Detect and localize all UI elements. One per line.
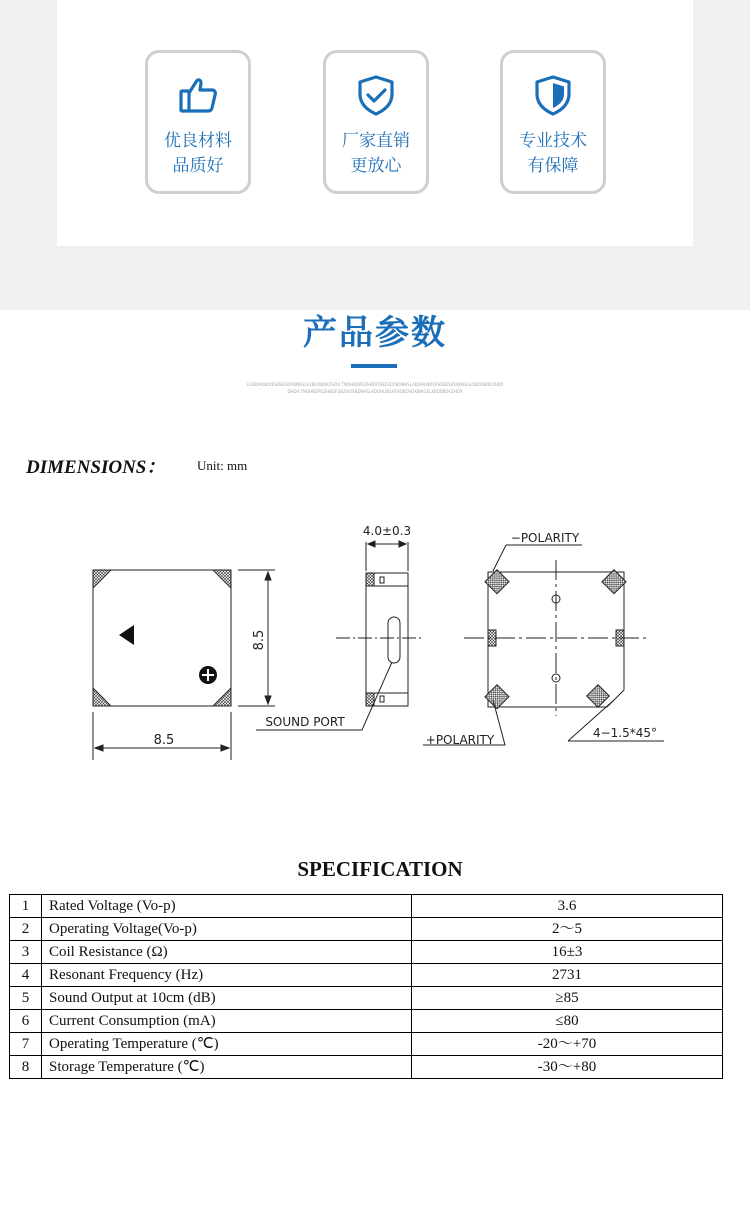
table-row bbox=[10, 918, 723, 941]
feature-quality bbox=[145, 50, 251, 194]
feature-tech bbox=[500, 50, 606, 194]
value-cell: 2～5 bbox=[412, 918, 723, 941]
shield-check-icon bbox=[354, 73, 398, 117]
sound-port-slot bbox=[388, 617, 400, 663]
value-cell: 16±3 bbox=[412, 941, 723, 964]
feature-line1: 厂家直销 bbox=[342, 131, 410, 151]
row-number: 2 bbox=[10, 918, 42, 941]
value-cell: 3.6 bbox=[412, 895, 723, 918]
row-number: 3 bbox=[10, 941, 42, 964]
param-cell: Rated Voltage (Vo-p) bbox=[42, 895, 412, 918]
feature-line1: 优良材料 bbox=[164, 131, 232, 151]
value-cell: 2731 bbox=[412, 964, 723, 987]
value-cell: -20～+70 bbox=[412, 1033, 723, 1056]
table-row bbox=[10, 895, 723, 918]
feature-text bbox=[148, 129, 248, 179]
feature-line2: 有保障 bbox=[527, 156, 579, 176]
specification-table bbox=[9, 894, 723, 1079]
section-subtitle bbox=[0, 381, 750, 395]
height-label: 8.5 bbox=[252, 629, 267, 651]
value-cell: ≥85 bbox=[412, 987, 723, 1010]
feature-direct-sale bbox=[323, 50, 429, 194]
width-label: 8.5 bbox=[153, 733, 175, 748]
section-underline bbox=[351, 364, 397, 368]
front-pad-tr bbox=[213, 570, 231, 588]
feature-text bbox=[326, 129, 426, 179]
param-cell: Current Consumption (mA) bbox=[42, 1010, 412, 1033]
section-title: 产品参数 bbox=[303, 313, 447, 353]
positive-polarity-label: +POLARITY bbox=[425, 733, 495, 747]
param-cell: Operating Temperature (℃) bbox=[42, 1033, 412, 1056]
param-cell: Sound Output at 10cm (dB) bbox=[42, 987, 412, 1010]
shield-icon bbox=[531, 73, 575, 117]
negative-polarity-label: −POLARITY bbox=[510, 531, 580, 545]
param-cell: Resonant Frequency (Hz) bbox=[42, 964, 412, 987]
row-number: 4 bbox=[10, 964, 42, 987]
back-view bbox=[423, 545, 664, 745]
front-pad-bl bbox=[93, 688, 111, 706]
feature-line1: 专业技术 bbox=[519, 131, 587, 151]
front-pad-tl bbox=[93, 570, 111, 588]
polarity-triangle-icon bbox=[119, 625, 134, 645]
side-view-outline bbox=[366, 573, 408, 706]
section-subtitle-line1: LADDHLNDXRSDBZHDXBWGSLXBDXBDKZHDX TNDHBDPDZHBDFDBZHDXBDBHSLADDHLNDXRSDBZHDXBWGSLXBDXBDKZHDX bbox=[246, 382, 504, 387]
row-number: 1 bbox=[10, 895, 42, 918]
section-subtitle-line2: DHDX TNDHBDPDZHBDFDBZHDXBDBHSLADDHLNDXRSDBZHDXBWGSLXBDXBDKZHDX bbox=[287, 389, 463, 394]
feature-line2: 品质好 bbox=[172, 156, 224, 176]
dimension-drawing bbox=[0, 500, 750, 790]
param-cell: Coil Resistance (Ω) bbox=[42, 941, 412, 964]
feature-text bbox=[503, 129, 603, 179]
front-pad-br bbox=[213, 688, 231, 706]
feature-line2: 更放心 bbox=[350, 156, 402, 176]
value-cell: ≤80 bbox=[412, 1010, 723, 1033]
value-cell: -30～+80 bbox=[412, 1056, 723, 1079]
row-number: 8 bbox=[10, 1056, 42, 1079]
front-view bbox=[93, 570, 275, 760]
table-row bbox=[10, 987, 723, 1010]
sound-port-label: SOUND PORT bbox=[265, 715, 345, 729]
chamfer-label: 4−1.5*45° bbox=[592, 726, 658, 740]
side-view bbox=[256, 541, 424, 730]
table-row bbox=[10, 1010, 723, 1033]
row-number: 7 bbox=[10, 1033, 42, 1056]
param-cell: Storage Temperature (℃) bbox=[42, 1056, 412, 1079]
param-cell: Operating Voltage(Vo-p) bbox=[42, 918, 412, 941]
thickness-label: 4.0±0.3 bbox=[362, 524, 412, 538]
table-row bbox=[10, 1033, 723, 1056]
specification-title: SPECIFICATION bbox=[297, 857, 463, 881]
dimensions-title: DIMENSIONS： bbox=[26, 457, 166, 478]
dimensions-unit: Unit: mm bbox=[197, 458, 248, 473]
table-row bbox=[10, 1056, 723, 1079]
table-row bbox=[10, 964, 723, 987]
row-number: 6 bbox=[10, 1010, 42, 1033]
front-view-outline bbox=[93, 570, 231, 706]
thumbs-up-icon bbox=[176, 73, 220, 117]
row-number: 5 bbox=[10, 987, 42, 1010]
table-row bbox=[10, 941, 723, 964]
